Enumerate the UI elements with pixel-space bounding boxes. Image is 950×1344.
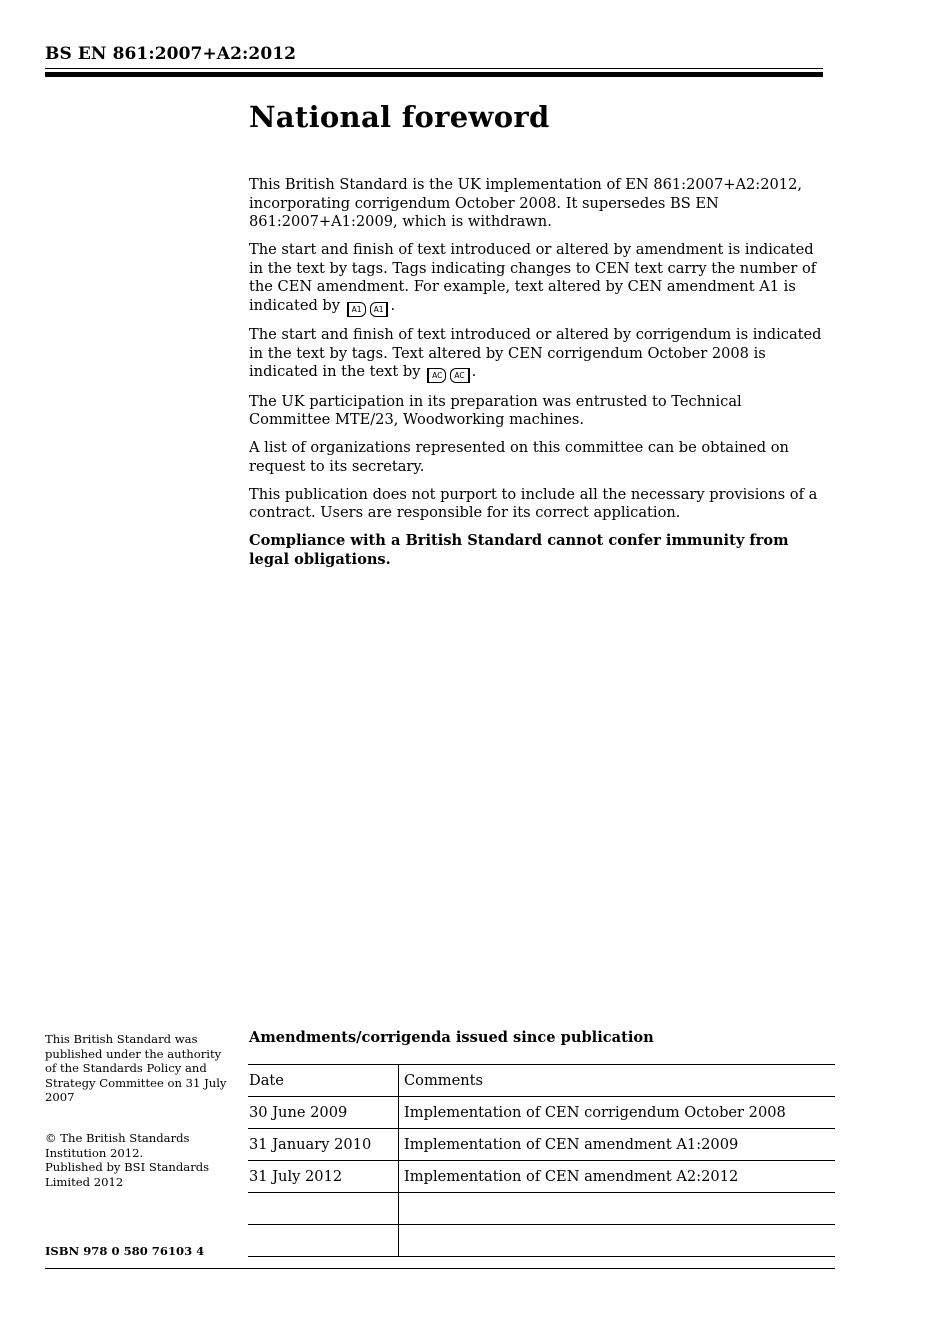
cell-comments bbox=[399, 1225, 836, 1257]
cell-date: 30 June 2009 bbox=[248, 1097, 399, 1129]
cell-comments: Implementation of CEN corrigendum October 2008 bbox=[399, 1097, 836, 1129]
table-row bbox=[248, 1097, 835, 1129]
cell-date bbox=[248, 1193, 399, 1225]
paragraph-amendment-tags: The start and finish of text introduced or altered by amendment is indicated in the text by tags. Tags indicating changes to CEN text carry the number of the CEN amendment. For example, text altered by CEN amendment A1 is indicated by A1 A1 . bbox=[249, 241, 824, 317]
table-row bbox=[248, 1225, 835, 1257]
cell-date bbox=[248, 1225, 399, 1257]
cell-comments: Implementation of CEN amendment A2:2012 bbox=[399, 1161, 836, 1193]
cell-date: 31 January 2010 bbox=[248, 1129, 399, 1161]
corrigendum-open-tag-icon: AC bbox=[427, 368, 446, 383]
column-header-comments: Comments bbox=[399, 1065, 836, 1097]
table-header-row bbox=[248, 1065, 835, 1097]
page-title: National foreword bbox=[249, 100, 550, 134]
isbn: ISBN 978 0 580 76103 4 bbox=[45, 1244, 205, 1258]
copyright-line: © The British Standards Institution 2012. bbox=[45, 1131, 190, 1160]
copyright-note bbox=[45, 1131, 235, 1189]
header-rule-thin bbox=[45, 68, 823, 69]
column-header-date: Date bbox=[248, 1065, 399, 1097]
publisher-line: Published by BSI Standards Limited 2012 bbox=[45, 1160, 210, 1189]
document-code: BS EN 861:2007+A2:2012 bbox=[45, 44, 297, 64]
footer-rule bbox=[45, 1268, 835, 1269]
amendments-title: Amendments/corrigenda issued since publication bbox=[249, 1029, 654, 1046]
publication-note: This British Standard was published under the authority of the Standards Policy and Strategy Committee on 31 July 2007 bbox=[45, 1032, 227, 1105]
amendment-close-tag-icon: A1 bbox=[370, 302, 389, 317]
table-row bbox=[248, 1129, 835, 1161]
header-rule-thick bbox=[45, 72, 823, 77]
cell-comments bbox=[399, 1193, 836, 1225]
table-row bbox=[248, 1161, 835, 1193]
cell-date: 31 July 2012 bbox=[248, 1161, 399, 1193]
cell-comments: Implementation of CEN amendment A1:2009 bbox=[399, 1129, 836, 1161]
amendment-open-tag-icon: A1 bbox=[347, 302, 366, 317]
paragraph-amendment-tags-text: The start and finish of text introduced or altered by amendment is indicated in the text by tags. Tags indicating changes to CEN text carry the number of the CEN amendment. For example, text altered by CEN amendment A1 is indicated by bbox=[249, 241, 817, 314]
paragraph-provisions: This publication does not purport to include all the necessary provisions of a contract. Users are responsible for its correct application. bbox=[249, 485, 818, 521]
foreword-body bbox=[249, 176, 824, 579]
paragraph-corrigendum-tags: The start and finish of text introduced or altered by corrigendum is indicated in the text by tags. Text altered by CEN corrigendum October 2008 is indicated in the text by AC AC . bbox=[249, 326, 824, 383]
paragraph-organizations: A list of organizations represented on this committee can be obtained on request to its secretary. bbox=[249, 439, 789, 475]
corrigendum-close-tag-icon: AC bbox=[450, 368, 469, 383]
table-row bbox=[248, 1193, 835, 1225]
paragraph-implementation: This British Standard is the UK implementation of EN 861:2007+A2:2012, incorporating corrigendum October 2008. It supersedes BS EN 861:2007+A1:2009, which is withdrawn. bbox=[249, 176, 802, 230]
paragraph-corrigendum-tags-text: The start and finish of text introduced or altered by corrigendum is indicated in the text by tags. Text altered by CEN corrigendum October 2008 is indicated in the text by bbox=[249, 326, 822, 380]
paragraph-compliance: Compliance with a British Standard cannot confer immunity from legal obligations. bbox=[249, 532, 789, 568]
amendments-table bbox=[248, 1064, 835, 1257]
paragraph-committee: The UK participation in its preparation was entrusted to Technical Committee MTE/23, Woodworking machines. bbox=[249, 392, 742, 428]
